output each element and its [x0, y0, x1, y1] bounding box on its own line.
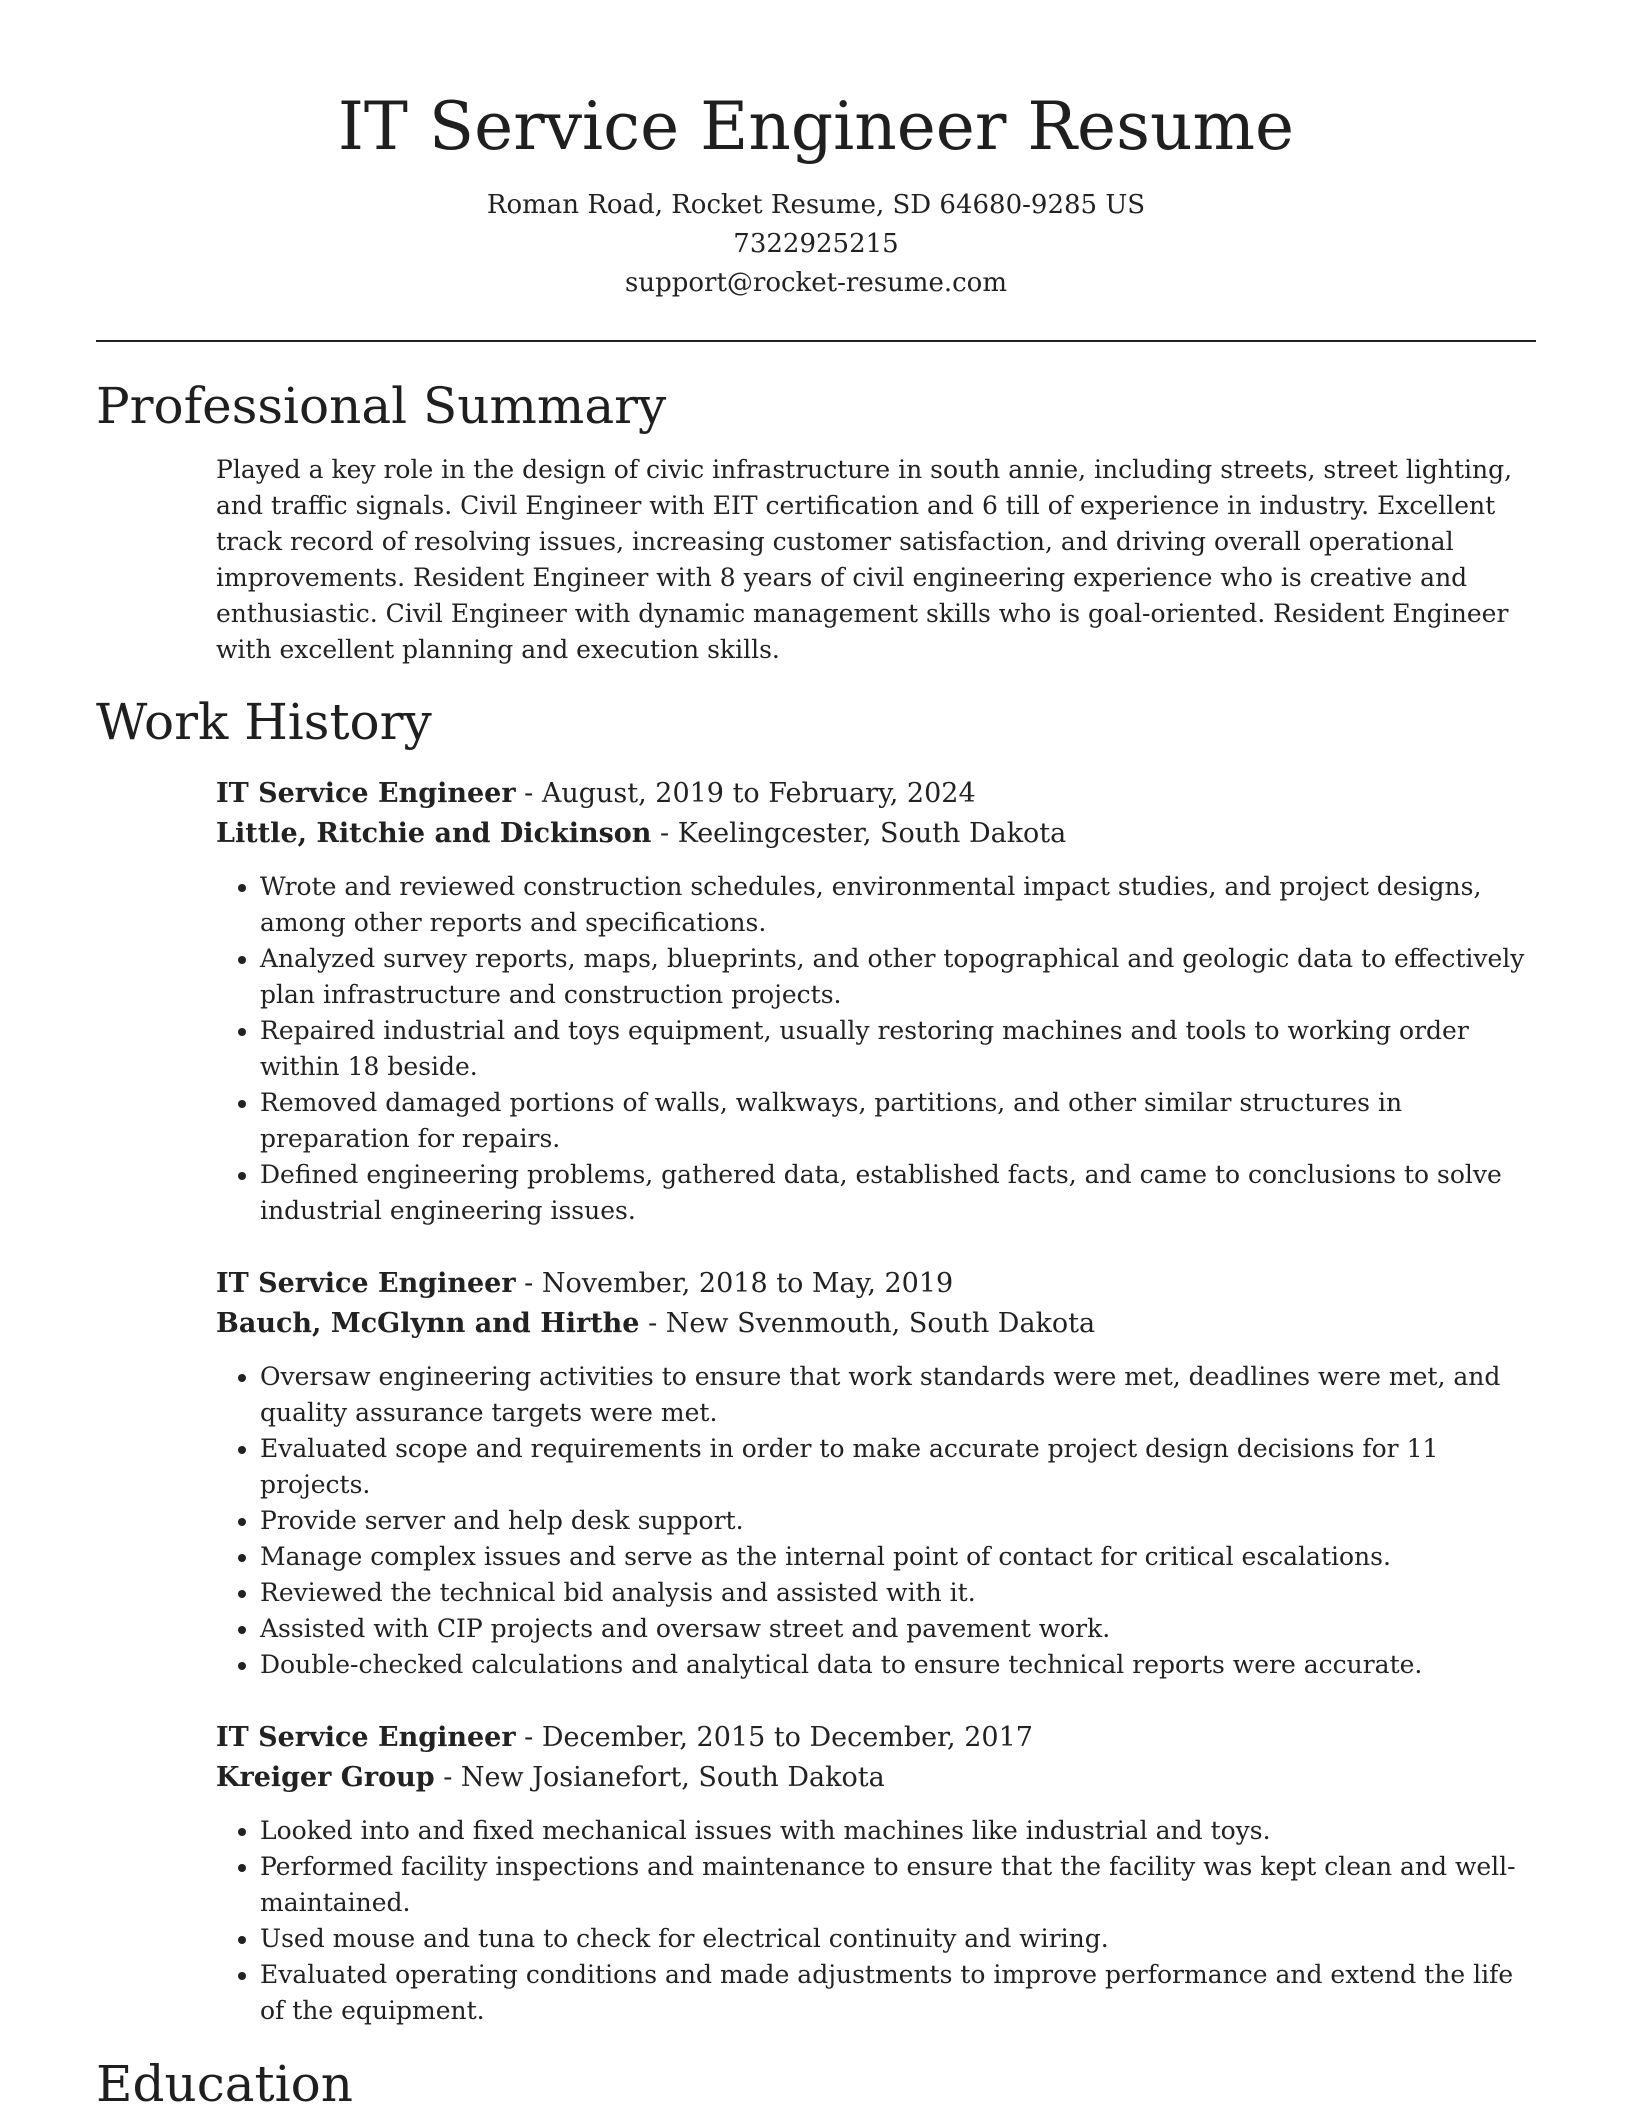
job-bullets	[216, 869, 1536, 1229]
job-bullet: • Wrote and reviewed construction schedules, environmental impact studies, and project designs, among other reports and specifications.	[260, 869, 1536, 941]
work-history-list	[216, 774, 1536, 2029]
job-location: New Svenmouth, South Dakota	[665, 1308, 1096, 1339]
contact-address: Roman Road, Rocket Resume, SD 64680-9285 US	[486, 190, 1146, 220]
job-company-line: Bauch, McGlynn and Hirthe - New Svenmouth, South Dakota	[216, 1308, 1096, 1339]
job-dates: August, 2019 to February, 2024	[541, 778, 976, 809]
section-title-summary: Professional Summary	[96, 377, 667, 435]
job-company: Bauch, McGlynn and Hirthe	[216, 1308, 640, 1339]
job-location: New Josianefort, South Dakota	[460, 1762, 885, 1793]
job-bullet: • Evaluated scope and requirements in order to make accurate project design decisions for 11 projects.	[260, 1431, 1536, 1503]
job-role-line: IT Service Engineer - August, 2019 to February, 2024	[216, 778, 976, 809]
job-location: Keelingcester, South Dakota	[677, 818, 1067, 849]
section-title-work-history: Work History	[96, 693, 432, 751]
job-company: Little, Ritchie and Dickinson	[216, 818, 652, 849]
resume-page	[96, 0, 1536, 2116]
job-bullet: • Reviewed the technical bid analysis and assisted with it.	[260, 1575, 1536, 1611]
job-entry	[216, 1264, 1536, 1683]
job-bullet: • Assisted with CIP projects and oversaw street and pavement work.	[260, 1611, 1536, 1647]
job-entry	[216, 1718, 1536, 2029]
job-bullet: • Removed damaged portions of walls, walkways, partitions, and other similar structures in preparation for repairs.	[260, 1085, 1536, 1157]
job-role-line: IT Service Engineer - December, 2015 to December, 2017	[216, 1722, 1033, 1753]
job-bullet: • Oversaw engineering activities to ensure that work standards were met, deadlines were met, and quality assurance targets were met.	[260, 1359, 1536, 1431]
job-role: IT Service Engineer	[216, 1722, 516, 1753]
job-bullet: • Manage complex issues and serve as the internal point of contact for critical escalations.	[260, 1539, 1536, 1575]
job-bullet: • Performed facility inspections and maintenance to ensure that the facility was kept clean and well-maintained.	[260, 1849, 1536, 1921]
job-company-line: Kreiger Group - New Josianefort, South Dakota	[216, 1762, 885, 1793]
job-bullet: • Repaired industrial and toys equipment, usually restoring machines and tools to working order within 18 beside.	[260, 1013, 1536, 1085]
section-title-education: Education	[96, 2055, 353, 2113]
job-bullet: • Defined engineering problems, gathered data, established facts, and came to conclusions to solve industrial engineering issues.	[260, 1157, 1536, 1229]
job-bullet: • Used mouse and tuna to check for electrical continuity and wiring.	[260, 1921, 1536, 1957]
job-company-line: Little, Ritchie and Dickinson - Keelingcester, South Dakota	[216, 818, 1067, 849]
job-dates: December, 2015 to December, 2017	[541, 1722, 1033, 1753]
job-bullets	[216, 1813, 1536, 2029]
contact-phone: 7322925215	[733, 229, 899, 259]
job-dates: November, 2018 to May, 2019	[541, 1268, 954, 1299]
job-role: IT Service Engineer	[216, 1268, 516, 1299]
job-bullets	[216, 1359, 1536, 1683]
summary-text: Played a key role in the design of civic infrastructure in south annie, including streets, street lighting, and traffic signals. Civil Engineer with EIT certification and 6 till of experience in industry. Excellent track record of resolving issues, increasing customer satisfaction, and driving overall operational improvements. Resident Engineer with 8 years of civil engineering experience who is creative and enthusiastic. Civil Engineer with dynamic management skills who is goal-oriented. Resident Engineer with excellent planning and execution skills.	[216, 455, 1513, 664]
resume-title: IT Service Engineer Resume	[337, 88, 1295, 165]
resume-header	[96, 0, 1536, 303]
job-bullet: • Double-checked calculations and analytical data to ensure technical reports were accurate.	[260, 1647, 1536, 1683]
job-entry	[216, 774, 1536, 1229]
contact-email: support@rocket-resume.com	[624, 268, 1007, 298]
job-role-line: IT Service Engineer - November, 2018 to May, 2019	[216, 1268, 954, 1299]
job-bullet: • Analyzed survey reports, maps, blueprints, and other topographical and geologic data to effectively plan infrastructure and construction projects.	[260, 941, 1536, 1013]
header-divider	[96, 340, 1536, 342]
job-bullet: • Evaluated operating conditions and made adjustments to improve performance and extend the life of the equipment.	[260, 1957, 1536, 2029]
job-company: Kreiger Group	[216, 1762, 435, 1793]
job-bullet: • Looked into and fixed mechanical issues with machines like industrial and toys.	[260, 1813, 1536, 1849]
job-bullet: • Provide server and help desk support.	[260, 1503, 1536, 1539]
job-role: IT Service Engineer	[216, 778, 516, 809]
